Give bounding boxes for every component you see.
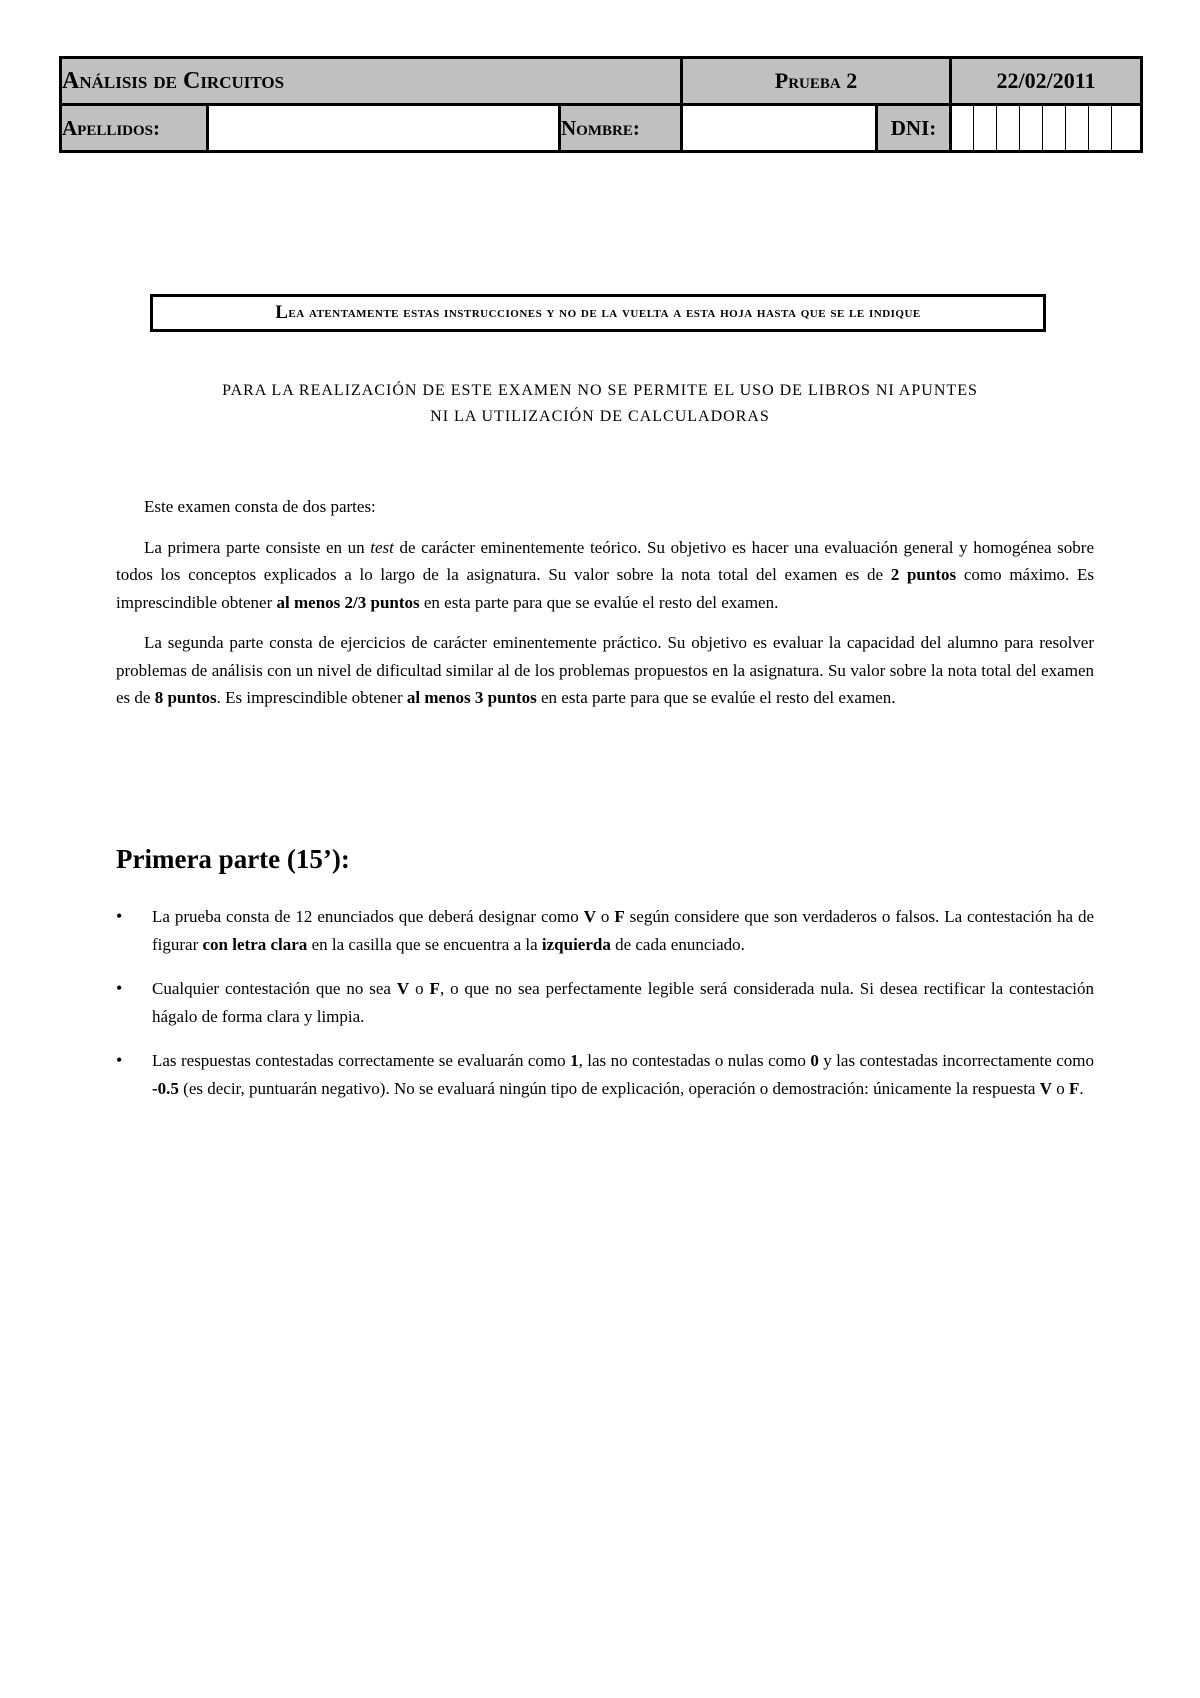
warning-line-2: NI LA UTILIZACIÓN DE CALCULADORAS	[430, 408, 770, 425]
id-label: DNI:	[877, 105, 951, 152]
test-label: Prueba 2	[682, 58, 951, 105]
course-title: Análisis de Circuitos	[61, 58, 682, 105]
surname-field[interactable]	[208, 105, 560, 152]
bullet-icon: •	[116, 906, 123, 926]
warning-line-1: PARA LA REALIZACIÓN DE ESTE EXAMEN NO SE PERMITE EL USO DE LIBROS NI APUNTES	[222, 382, 978, 399]
id-digit-box[interactable]	[1066, 105, 1089, 152]
exam-date: 22/02/2011	[951, 58, 1142, 105]
id-digit-box[interactable]	[997, 105, 1020, 152]
bullet-icon: •	[116, 1050, 123, 1070]
list-item: • Cualquier contestación que no sea V o F, o que no sea perfectamente legible será considerada nula. Si desea rectificar la contestación hágalo de forma clara y limpia.	[116, 975, 1094, 1030]
name-label: Nombre:	[560, 105, 682, 152]
intro-section	[116, 493, 1094, 725]
surname-label: Apellidos:	[61, 105, 208, 152]
part1-heading: Primera parte (15’):	[116, 844, 350, 874]
part1-rules-list	[116, 903, 1094, 1119]
notice-text: ea atentamente estas instrucciones y no de la vuelta a esta hoja hasta que se le indique	[288, 304, 921, 321]
id-digit-box[interactable]	[1043, 105, 1066, 152]
intro-paragraph: Este examen consta de dos partes:	[144, 497, 376, 516]
notice-first-letter: L	[275, 302, 289, 323]
bullet-icon: •	[116, 978, 123, 998]
name-field[interactable]	[682, 105, 877, 152]
part1-description: La primera parte consiste en un test de carácter eminentemente teórico. Su objetivo es hacer una evaluación general y homogénea sobre todos los conceptos explicados a lo largo de la asignatura. Su valor sobre la nota total del examen es de 2 puntos como máximo. Es imprescindible obtener al menos 2/3 puntos en esta parte para que se evalúe el resto del examen.	[116, 537, 1095, 612]
id-digit-box[interactable]	[1089, 105, 1112, 152]
list-item: • Las respuestas contestadas correctamente se evaluarán como 1, las no contestadas o nulas como 0 y las contestadas incorrectamente como -0.5 (es decir, puntuarán negativo). No se evaluará ningún tipo de explicación, operación o demostración: únicamente la respuesta V o F.	[116, 1047, 1094, 1102]
id-digit-box[interactable]	[1020, 105, 1043, 152]
id-digit-box[interactable]	[951, 105, 974, 152]
exam-header-table	[59, 56, 1143, 153]
list-item: • La prueba consta de 12 enunciados que deberá designar como V o F según considere que son verdaderos o falsos. La contestación ha de figurar con letra clara en la casilla que se encuentra a la izquierda de cada enunciado.	[116, 903, 1094, 958]
id-digit-box[interactable]	[1112, 105, 1142, 152]
id-digit-box[interactable]	[974, 105, 997, 152]
instructions-notice	[150, 294, 1046, 332]
part2-description: La segunda parte consta de ejercicios de carácter eminentemente práctico. Su objetivo es evaluar la capacidad del alumno para resolver problemas de análisis con un nivel de dificultad similar al de los problemas propuestos en la asignatura. Su valor sobre la nota total del examen es de 8 puntos. Es imprescindible obtener al menos 3 puntos en esta parte para que se evalúe el resto del examen.	[116, 633, 1094, 707]
